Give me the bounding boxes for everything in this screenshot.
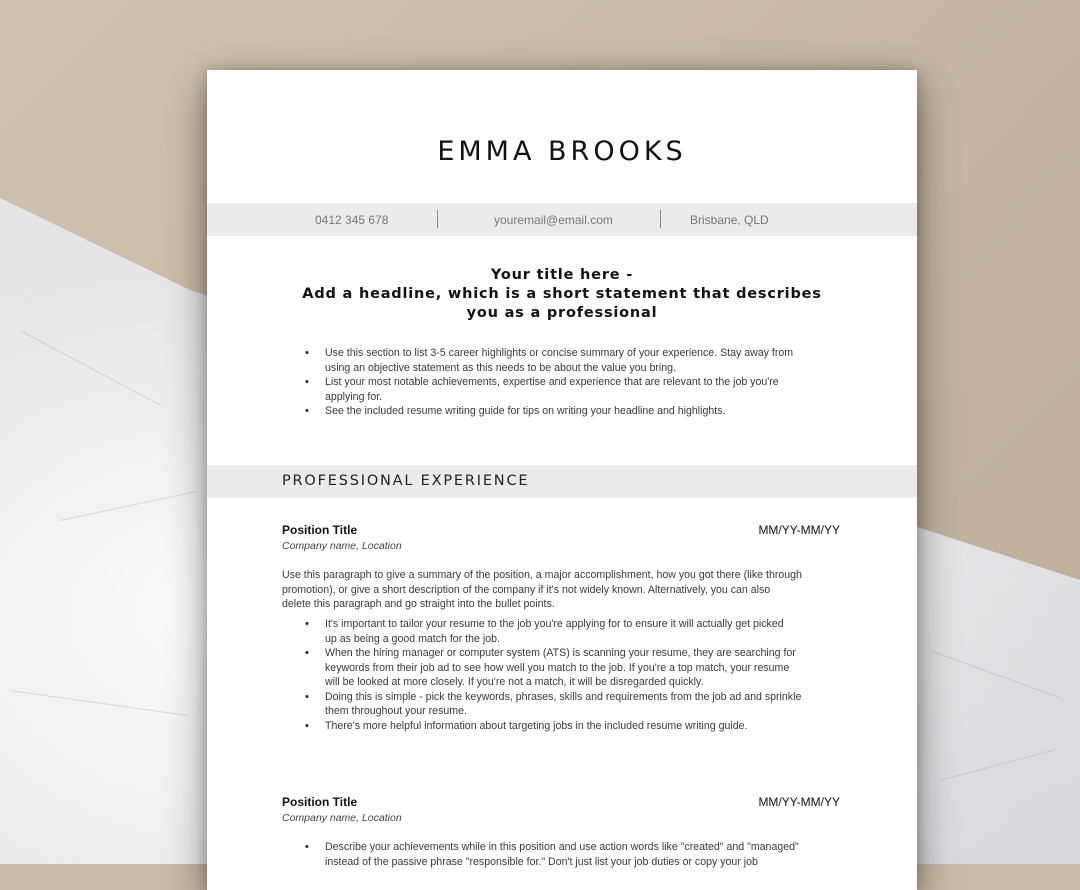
position-bullets	[305, 840, 845, 869]
position-bullet: • There's more helpful information about targeting jobs in the included resume writing guide.	[305, 719, 748, 732]
marble-vein	[60, 491, 197, 521]
contact-email: youremail@email.com	[494, 213, 613, 227]
marble-vein	[940, 749, 1056, 781]
position-bullets	[305, 617, 845, 733]
bullet-icon: •	[305, 719, 309, 732]
resume-page	[207, 70, 917, 890]
headline-line: Your title here -	[490, 267, 634, 283]
position-title: Position Title	[282, 523, 358, 537]
bullet-icon: •	[305, 647, 309, 659]
position-dates: MM/YY-MM/YY	[758, 795, 840, 809]
contact-location: Brisbane, QLD	[690, 213, 769, 227]
summary-bullets	[305, 346, 845, 419]
summary-bullet: • See the included resume writing guide for tips on writing your headline and highlights.	[305, 405, 726, 417]
marble-vein	[10, 690, 188, 716]
position-bullet: • Doing this is simple - pick the keywords, phrases, skills and requirements from the job ad and sprinkle them throughout your resume.	[305, 690, 802, 717]
position-bullet: • When the hiring manager or computer system (ATS) is scanning your resume, they are searching for keywords from their job ad to see how well you match to the job. If you're a top match, your resume will be looked at more closely. If you're not a match, it will be disregarded quickly.	[305, 647, 796, 688]
bullet-icon: •	[305, 347, 309, 359]
contact-phone: 0412 345 678	[315, 213, 389, 227]
headline-line: Add a headline, which is a short statement that describes	[302, 286, 822, 302]
section-header	[207, 465, 917, 498]
candidate-name: EMMA BROOKS	[437, 136, 687, 167]
bullet-icon: •	[305, 618, 309, 630]
headline-line: you as a professional	[466, 305, 658, 321]
contact-divider	[437, 210, 438, 228]
position-bullet: • Describe your achievements while in this position and use action words like "created" and "managed" instead of the passive phrase "responsible for." Don't just list your job duties or copy your job	[305, 841, 799, 868]
marble-vein	[20, 330, 162, 406]
position-dates: MM/YY-MM/YY	[758, 523, 840, 537]
contact-bar	[207, 203, 917, 236]
marble-vein	[930, 650, 1062, 699]
position-summary: Use this paragraph to give a summary of the position, a major accomplishment, how you got there (like through promotion), or give a short description of the company if it's not widely known. Alternatively, you can also delete this paragraph and go straight into the bullet points.	[282, 569, 802, 610]
position-title: Position Title	[282, 795, 358, 809]
bullet-icon: •	[305, 405, 309, 417]
company-location: Company name, Location	[282, 540, 402, 552]
contact-divider	[660, 210, 661, 228]
headline	[287, 266, 837, 323]
position-bullet: • It's important to tailor your resume to the job you're applying for to ensure it will actually get picked up as being a good match for the job.	[305, 618, 784, 645]
summary-bullet: • Use this section to list 3-5 career highlights or concise summary of your experience. Stay away from using an objective statement as this needs to be about the value you bring.	[305, 347, 794, 374]
section-title: PROFESSIONAL EXPERIENCE	[282, 473, 530, 489]
company-location: Company name, Location	[282, 812, 402, 824]
bullet-icon: •	[305, 690, 309, 703]
bullet-icon: •	[305, 841, 309, 853]
bullet-icon: •	[305, 376, 309, 388]
summary-bullet: • List your most notable achievements, expertise and experience that are relevant to the job you're applying for.	[305, 376, 779, 403]
